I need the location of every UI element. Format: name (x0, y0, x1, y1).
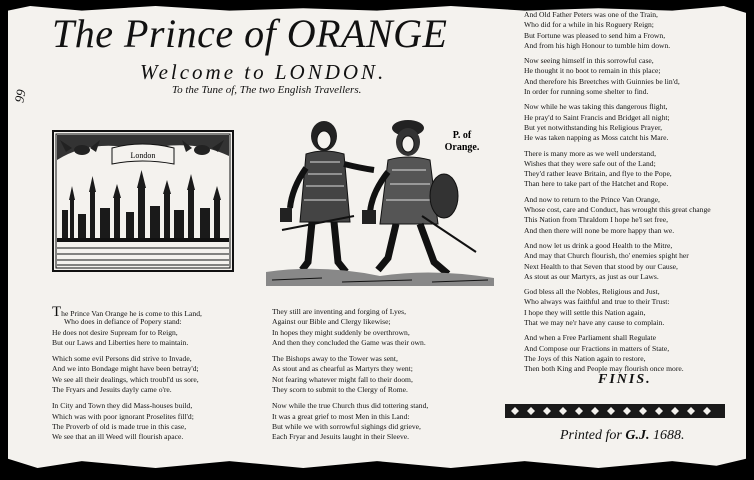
verse-6-line-1: Now while the true Church thus did tottering stand, (272, 401, 429, 411)
verse-11-line-3: This Nation from Thraldom I hope he'l set free, (524, 215, 668, 225)
verse-7-line-3: But Fortune was pleased to send him a Frown, (524, 30, 666, 40)
verse-11-line-1: And now to return to the Prince Van Orange, (524, 194, 660, 204)
verse-4-line-3: In hopes they might suddenly be overthrown, (272, 327, 410, 337)
ballad-subtitle: Welcome to LONDON. (140, 60, 387, 84)
verse-3-line-2: Which was with poor ignorant Proselites fill'd; (52, 411, 194, 421)
verse-14-line-4: Then both King and People may flourish once more. (524, 364, 684, 374)
verse-14-line-1: And when a Free Parliament shall Regulate (524, 333, 657, 343)
verse-12-line-2: And may that Church flourish, tho' enemies spight her (524, 251, 689, 261)
verse-2-line-4: The Fryars and Jesuits dayly came o're. (52, 385, 172, 395)
verse-6-line-3: But while we with sorrowful sighings did grieve, (272, 421, 421, 431)
tune-line: To the Tune of, The two English Travellers. (172, 84, 362, 96)
verse-9-line-3: But yet notwithstanding his Religious Prayer, (524, 122, 663, 132)
verse-8-line-4: In order for running some shelter to find. (524, 87, 649, 97)
ballad-title: The Prince of ORANGE (52, 11, 448, 56)
verse-3-line-4: We see that an ill Weed will flourish apace. (52, 432, 184, 442)
verse-10-line-1: There is many more as we well understand, (524, 148, 657, 158)
verse-4-line-2: Against our Bible and Clergy likewise; (272, 317, 391, 327)
verse-3-line-1: In City and Town they did Mass-houses build, (52, 401, 193, 411)
woodcut-label-prince-line2: Orange. (444, 142, 480, 153)
verse-2-line-1: Which some evil Persons did strive to Invade, (52, 354, 192, 364)
verse-1-line-4: But our Laws and Liberties here to maintain. (52, 337, 189, 347)
verse-1-line-3: He does not desire Supream for to Reign, (52, 327, 178, 337)
woodcut-label-london: London (130, 151, 156, 160)
verse-5-line-2: As stout and as chearful as Martyrs they went; (272, 364, 413, 374)
verse-2-line-3: We see all their dealings, which troubl'd us sore, (52, 374, 199, 384)
verse-10-line-2: Wishes that they were safe out of the Land; (524, 158, 656, 168)
column-1 (52, 304, 282, 443)
page-number: 99 (11, 88, 29, 104)
verse-9-line-4: He was taken napping as Moss catcht his Mare. (524, 133, 669, 143)
ornament-border (505, 404, 725, 418)
verse-13-line-2: Who always was faithful and true to their Trust: (524, 297, 670, 307)
london-woodcut (52, 130, 234, 272)
verse-13-line-4: That we may ne'r have any cause to complain. (524, 318, 665, 328)
column-2 (272, 307, 502, 443)
verse-3-line-3: The Proverb of old is made true in this case, (52, 421, 187, 431)
woodcut-label-prince-line1: P. of (452, 130, 472, 141)
verse-2-line-2: And we into Bondage might have been betray'd; (52, 364, 199, 374)
verse-6-line-2: It was a great grief to most Men in this Land: (272, 411, 410, 421)
verse-14-line-3: The Joys of this Nation again to restore, (524, 353, 646, 363)
verse-5-line-3: Not fearing whatever might fall to their doom, (272, 374, 413, 384)
verse-9-line-1: Now while he was taking this dangerous flight, (524, 102, 668, 112)
verse-7-line-2: Who did for a while in his Roguery Reign; (524, 20, 654, 30)
verse-6-line-4: Each Fryar and Jesuits laught in their Sleeve. (272, 432, 410, 442)
verse-4-line-1: They still are inventing and forging of Lyes, (272, 307, 406, 316)
verse-5-line-4: They scorn to submit to the Clergy of Rome. (272, 385, 408, 395)
finis: FINIS. (598, 372, 652, 387)
verse-1-line-2: Who does in defiance of Popery stand: (64, 317, 182, 327)
drop-cap: T (52, 304, 62, 320)
verse-14-line-2: And Compose our Fractions in matters of State, (524, 343, 670, 353)
figures-woodcut (262, 112, 498, 288)
verse-13-line-3: I hope they will settle this Nation again, (524, 307, 646, 317)
verse-11-line-4: And then there will none be more happy than we. (524, 225, 675, 235)
verse-9-line-2: He pray'd to Saint Francis and Bridget all night; (524, 112, 670, 122)
verse-7-line-1: And Old Father Peters was one of the Train, (524, 10, 658, 19)
verse-8-line-2: He thought it no boot to remain in this place; (524, 66, 661, 76)
verse-8-line-1: Now seeing himself in this sorrowful case, (524, 56, 654, 66)
verse-12-line-4: As stout as our Martyrs, as just as our Laws. (524, 271, 659, 281)
imprint: Printed for G.J. 1688. (560, 428, 685, 443)
column-3 (524, 10, 736, 375)
verse-12-line-1: And now let us drink a good Health to the Mitre, (524, 240, 673, 250)
verse-8-line-3: And therefore his Breetches with Guinnies be lin'd, (524, 76, 680, 86)
verse-13-line-1: God bless all the Nobles, Religious and Just, (524, 287, 660, 297)
verse-11-line-2: Whose cost, care and Conduct, has wrought this great change (524, 205, 711, 215)
verse-5-line-1: The Bishops away to the Tower was sent, (272, 354, 398, 364)
verse-10-line-4: Than here to take part of the Hatchet and Rope. (524, 179, 669, 189)
verse-12-line-3: Next Health to that Seven that stood by our Cause, (524, 261, 678, 271)
verse-4-line-4: And then they concluded the Game was their own. (272, 337, 426, 347)
verse-10-line-3: They'd rather leave Britain, and flye to the Pope, (524, 169, 672, 179)
verse-1-line-1: The Prince Van Orange he is come to this Land, (52, 304, 202, 320)
verse-7-line-4: And from his high Honour to tumble him down. (524, 40, 671, 50)
